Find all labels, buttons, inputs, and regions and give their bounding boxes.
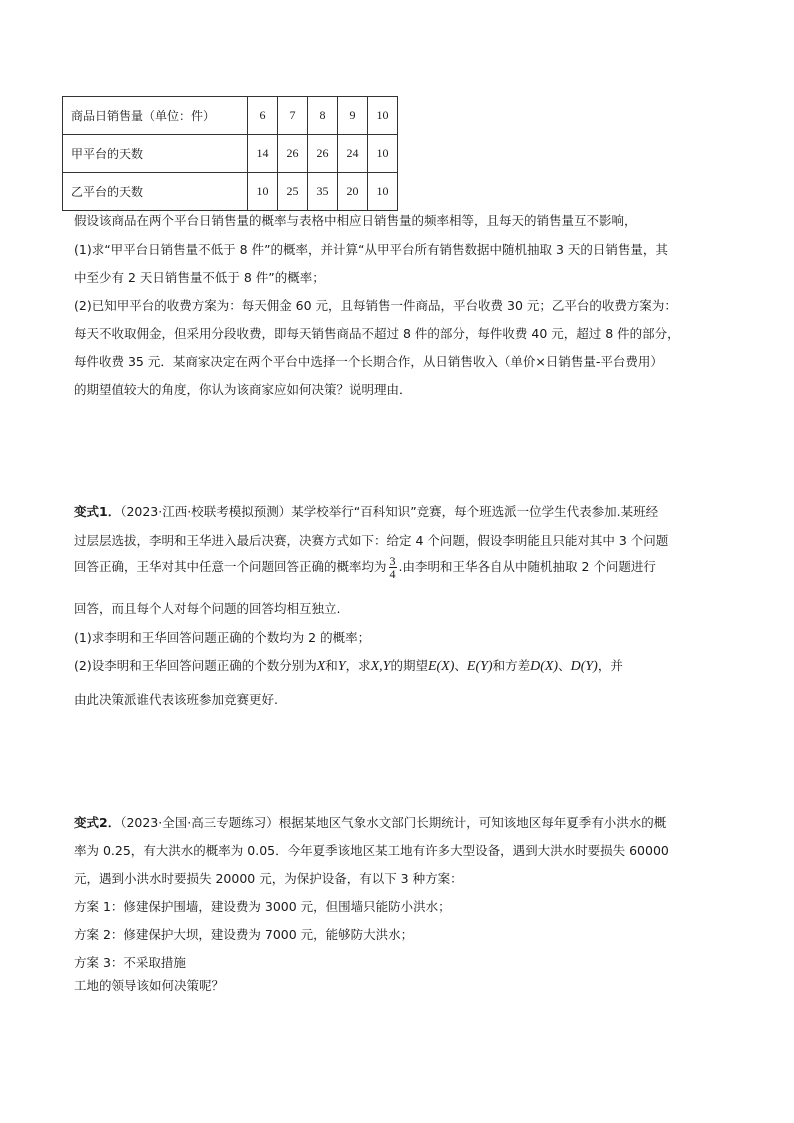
problem1-line: 每天不收取佣金，但采用分段收费，即每天销售商品不超过 8 件的部分，每件收费 40 元，超过 8 件的部分， <box>74 326 680 341</box>
problem1-line: 的期望值较大的角度，你认为该商家应如何决策？说明理由． <box>74 382 412 397</box>
table-cell: 20 <box>338 173 368 211</box>
variant1-tag: 变式1． <box>74 504 121 519</box>
variant1-text: .由李明和王华各自从中随机抽取 2 个问题进行 <box>398 559 656 574</box>
fraction-denominator: 4 <box>389 567 396 581</box>
variant1-line <box>74 502 658 522</box>
variant2-line: 方案 3：不采取措施 <box>74 955 186 970</box>
variant1-line: 过层层选拔，李明和王华进入最后决赛，决赛方式如下：给定 4 个问题，假设李明能且只能对其中 3 个问题 <box>74 533 669 548</box>
math-symbol: D(Y) <box>570 659 598 674</box>
variant2-tag: 变式2． <box>74 815 121 830</box>
variant2-line: 方案 1：修建保护围墙，建设费为 3000 元，但围墙只能防小洪水； <box>74 899 451 914</box>
variant1-line <box>74 555 656 580</box>
variant2-line: 率为 0.25，有大洪水的概率为 0.05．今年夏季该地区某工地有许多大型设备，遇到大洪水时要损失 60000 <box>74 843 669 858</box>
table-cell: 26 <box>278 135 308 173</box>
table-cell: 25 <box>278 173 308 211</box>
math-symbol: X,Y <box>370 659 391 674</box>
table-cell: 10 <box>368 97 398 135</box>
variant1-text: （2023·江西·校联考模拟预测）某学校举行“百科知识”竞赛，每个班选派一位学生代表参加.某班经 <box>120 504 659 519</box>
table-cell: 26 <box>308 135 338 173</box>
variant2-line: 元，遇到小洪水时要损失 20000 元，为保护设备，有以下 3 种方案： <box>74 871 463 886</box>
variant1-text: 回答正确，王华对其中任意一个问题回答正确的概率均为 <box>74 559 387 574</box>
problem1-line: 假设该商品在两个平台日销售量的概率与表格中相应日销售量的频率相等，且每天的销售量互不影响， <box>74 213 637 228</box>
fraction <box>389 555 397 580</box>
table-cell: 24 <box>338 135 368 173</box>
problem1-line: 中至少有 2 天日销售量不低于 8 件”的概率； <box>74 270 325 285</box>
variant1-text: 、 <box>454 658 467 673</box>
table-row <box>63 173 398 211</box>
variant1-text: ，求 <box>345 658 371 673</box>
variant1-line: (1)求李明和王华回答问题正确的个数均为 2 的概率； <box>74 630 371 645</box>
variant1-text: 、 <box>558 658 571 673</box>
table-row-label: 甲平台的天数 <box>63 135 248 173</box>
table-row <box>63 135 398 173</box>
problem1-line: 每件收费 35 元．某商家决定在两个平台中选择一个长期合作，从日销售收入（单价×日销售量-平台费用） <box>74 354 663 369</box>
variant1-line: 回答，而且每个人对每个问题的回答均相互独立. <box>74 601 341 616</box>
variant1-text: 和方差 <box>492 658 531 673</box>
table-cell: 8 <box>308 97 338 135</box>
table-header-label: 商品日销售量（单位：件） <box>63 97 248 135</box>
fraction-numerator: 3 <box>389 554 396 568</box>
variant2-line: 方案 2：修建保护大坝，建设费为 7000 元，能够防大洪水； <box>74 927 414 942</box>
table-cell: 9 <box>338 97 368 135</box>
table-cell: 35 <box>308 173 338 211</box>
table-cell: 14 <box>248 135 278 173</box>
variant1-text: 的期望 <box>390 658 428 673</box>
table-cell: 10 <box>248 173 278 211</box>
table-row <box>63 97 398 135</box>
problem1-line: (1)求“甲平台日销售量不低于 8 件”的概率，并计算“从甲平台所有销售数据中随机抽取 3 天的日销售量，其 <box>74 242 668 257</box>
variant2-text: （2023·全国·高三专题练习）根据某地区气象水文部门长期统计，可知该地区每年夏季有小洪水的概 <box>120 815 667 830</box>
table-row-label: 乙平台的天数 <box>63 173 248 211</box>
sales-table <box>62 96 398 211</box>
variant2-line <box>74 813 666 833</box>
math-symbol: Y <box>337 659 346 674</box>
variant2-line: 工地的领导该如何决策呢？ <box>74 978 225 993</box>
variant1-text: ，并 <box>597 658 623 673</box>
table-cell: 10 <box>368 173 398 211</box>
table-cell: 7 <box>278 97 308 135</box>
variant1-line <box>74 656 623 677</box>
math-symbol: E(Y) <box>466 659 493 674</box>
math-symbol: D(X) <box>530 659 559 674</box>
variant1-text: 和 <box>325 658 338 673</box>
variant1-line: 由此决策派谁代表该班参加竞赛更好. <box>74 692 278 707</box>
math-symbol: E(X) <box>427 659 455 674</box>
table-cell: 10 <box>368 135 398 173</box>
problem1-line: (2)已知甲平台的收费方案为：每天佣金 60 元，且每销售一件商品，平台收费 30 元；乙平台的收费方案为： <box>74 298 677 313</box>
table-cell: 6 <box>248 97 278 135</box>
variant1-text: (2)设李明和王华回答问题正确的个数分别为 <box>74 658 317 673</box>
math-symbol: X <box>316 659 326 674</box>
